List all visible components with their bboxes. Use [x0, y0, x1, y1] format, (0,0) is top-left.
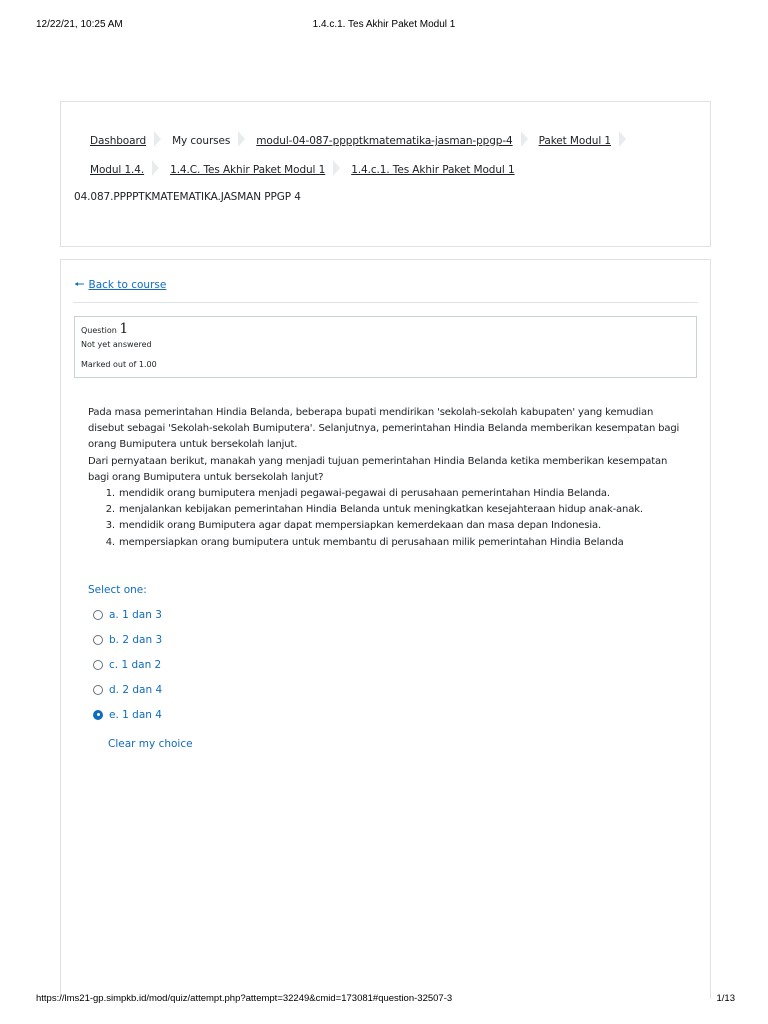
answer-option-e[interactable] — [93, 702, 162, 727]
breadcrumb-modul[interactable]: Modul 1.4. — [90, 164, 145, 176]
question-label: Question — [81, 326, 117, 335]
print-title: 1.4.c.1. Tes Akhir Paket Modul 1 — [312, 19, 456, 30]
question-grade: Marked out of 1.00 — [81, 360, 157, 369]
breadcrumb-row-2 — [90, 160, 519, 180]
arrow-left-icon: 🠔 — [74, 277, 85, 291]
print-page-number: 1/13 — [716, 993, 735, 1004]
print-url: https://lms21-gp.simpkb.id/mod/quiz/attempt.php?attempt=32249&cmid=173081#question-32507-3 — [36, 993, 453, 1004]
question-number-value: 1 — [119, 321, 129, 337]
question-text — [88, 405, 688, 551]
breadcrumb-course[interactable]: modul-04-087-pppptkmatematika-jasman-ppgp-4 — [256, 135, 513, 147]
breadcrumb-my-courses: My courses — [172, 135, 231, 147]
breadcrumb-quiz[interactable]: 1.4.c.1. Tes Akhir Paket Modul 1 — [351, 164, 515, 176]
answer-option-c[interactable] — [93, 652, 162, 677]
radio-button[interactable] — [93, 610, 103, 620]
back-to-course-label: Back to course — [88, 279, 167, 291]
clear-choice-link[interactable]: Clear my choice — [108, 738, 193, 750]
back-to-course-link[interactable] — [74, 275, 166, 296]
answer-option-label: d. 2 dan 4 — [109, 683, 163, 696]
question-intro: Pada masa pemerintahan Hindia Belanda, beberapa bupati mendirikan 'sekolah-sekolah kabupaten' yang kemudian disebut sebagai 'Sekolah-sekolah Bumiputera'. Selanjutnya, pemerintahan Hindia Belanda memberikan kesempatan bagi orang Bumiputera untuk bersekolah lanjut. — [88, 407, 680, 451]
breadcrumb — [90, 131, 637, 151]
breadcrumb-paket-modul[interactable]: Paket Modul 1 — [538, 135, 611, 147]
main-content-card — [60, 259, 711, 999]
statement-item: 1. mendidik orang bumiputera menjadi pegawai-pegawai di perusahaan pemerintahan Hindia Belanda. — [118, 486, 688, 502]
print-datetime: 12/22/21, 10:25 AM — [36, 19, 123, 30]
divider — [73, 302, 698, 303]
breadcrumb-separator-icon — [333, 158, 341, 178]
breadcrumb-separator-icon — [154, 129, 162, 149]
answer-option-b[interactable] — [93, 627, 162, 652]
answer-option-label: a. 1 dan 3 — [109, 608, 162, 621]
course-shortname: 04.087.PPPPTKMATEMATIKA.JASMAN PPGP 4 — [74, 191, 301, 203]
page-header-card — [60, 101, 711, 247]
breadcrumb-separator-icon — [619, 129, 627, 149]
question-number — [81, 321, 128, 337]
radio-button[interactable] — [93, 660, 103, 670]
question-state: Not yet answered — [81, 340, 152, 349]
statement-list — [88, 486, 688, 551]
question-ask: Dari pernyataan berikut, manakah yang menjadi tujuan pemerintahan Hindia Belanda ketika memberikan kesempatan bagi orang Bumiputera untuk bersekolah lanjut? — [88, 455, 668, 483]
breadcrumb-dashboard[interactable]: Dashboard — [90, 135, 147, 147]
answer-option-a[interactable] — [93, 602, 162, 627]
question-info — [74, 316, 697, 378]
select-one-prompt: Select one: — [88, 584, 147, 596]
breadcrumb-separator-icon — [521, 129, 529, 149]
answer-option-label: b. 2 dan 3 — [109, 633, 163, 646]
answer-option-d[interactable] — [93, 677, 162, 702]
answer-option-label: c. 1 dan 2 — [109, 658, 162, 671]
radio-button[interactable] — [93, 685, 103, 695]
answer-option-label: e. 1 dan 4 — [109, 708, 162, 721]
answer-options — [93, 602, 162, 727]
statement-item: 4. mempersiapkan orang bumiputera untuk membantu di perusahaan milik pemerintahan Hindia Belanda — [118, 535, 688, 551]
statement-item: 3. mendidik orang Bumiputera agar dapat mempersiapkan kemerdekaan dan masa depan Indonesia. — [118, 518, 688, 534]
breadcrumb-separator-icon — [238, 129, 246, 149]
breadcrumb-separator-icon — [152, 158, 160, 178]
breadcrumb-section[interactable]: 1.4.C. Tes Akhir Paket Modul 1 — [170, 164, 326, 176]
statement-item: 2. menjalankan kebijakan pemerintahan Hindia Belanda untuk meningkatkan kesejahteraan hidup anak-anak. — [118, 502, 688, 518]
radio-button[interactable] — [93, 635, 103, 645]
radio-button-selected[interactable] — [93, 710, 103, 720]
